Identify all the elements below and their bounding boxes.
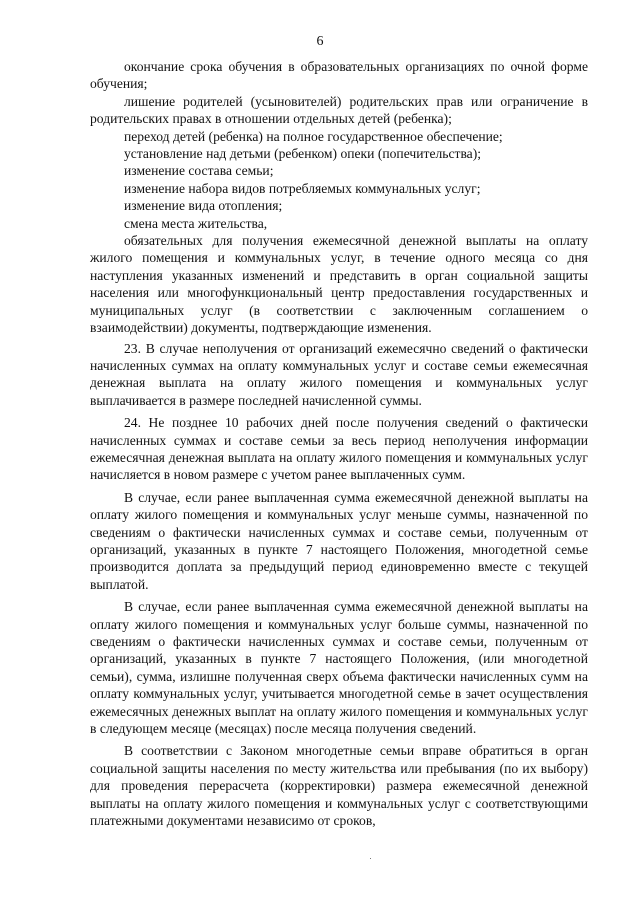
clause-24: 24. Не позднее 10 рабочих дней после получения сведений о фактически начисленных суммах и составе семьи за весь период неполучения информации ежемесячная денежная выплата на оплату жилого помещения и коммунальных услуг начисляется в новом размере с учетом ранее выплаченных сумм. <box>90 415 588 483</box>
list-item: установление над детьми (ребенком) опеки (попечительства); <box>124 146 482 162</box>
scan-speck <box>370 858 371 859</box>
paragraph: В соответствии с Законом многодетные семьи вправе обратиться в орган социальной защиты населения по месту жительства или пребывания (по их выбору) для проведения перерасчета (корректировки) размера ежемесячной денежной выплаты на оплату жилого помещения и коммунальных услуг с соответствующими платежными документами независимо от сроков, <box>90 743 588 829</box>
list-item: изменение вида отопления; <box>124 198 283 214</box>
document-body <box>90 58 588 829</box>
clause-23: 23. В случае неполучения от организаций ежемесячно сведений о фактически начисленных суммах на оплату коммунальных услуг и составе семьи ежемесячная денежная выплата на оплату жилого помещения и коммунальных услуг выплачивается в размере последней начисленной суммы. <box>90 340 588 408</box>
list-item: изменение состава семьи; <box>124 163 274 179</box>
paragraph: окончание срока обучения в образовательных организациях по очной форме обучения; <box>90 59 588 92</box>
paragraph: В случае, если ранее выплаченная сумма ежемесячной денежной выплаты на оплату жилого помещения и коммунальных услуг меньше суммы, назначенной по сведениям о фактически начисленных суммах и составе семьи, полученным от организаций, указанных в пункте 7 настоящего Положения, многодетной семье производится доплата за предыдущий период единовременно вместе с текущей выплатой. <box>90 489 588 592</box>
list-item: смена места жительства, <box>124 215 268 231</box>
list-item: переход детей (ребенка) на полное государственное обеспечение; <box>124 128 503 144</box>
paragraph: обязательных для получения ежемесячной денежной выплаты на оплату жилого помещения и коммунальных услуг, в течение одного месяца со дня наступления указанных изменений и представить в орган социальной защиты населения или многофункциональный центр предоставления государственных и муниципальных услуг (в соответствии с заключенным соглашением о взаимодействии) документы, подтверждающие изменения. <box>90 233 588 336</box>
page-number: 6 <box>316 34 324 49</box>
list-item: изменение набора видов потребляемых коммунальных услуг; <box>124 180 481 196</box>
paragraph: лишение родителей (усыновителей) родительских прав или ограничение в родительских правах в отношении отдельных детей (ребенка); <box>90 93 588 127</box>
paragraph: В случае, если ранее выплаченная сумма ежемесячной денежной выплаты на оплату жилого помещения и коммунальных услуг больше суммы, назначенной по сведениям о фактически начисленных суммах и составе семьи, полученным от организаций, указанных в пункте 7 настоящего Положения, (или многодетной семьи), сумма, излишне полученная сверх объема фактически начисленных сумм на оплату коммунальных услуг, учитывается многодетной семье в зачет осуществления ежемесячных денежных выплат на оплату жилого помещения и коммунальных услуг в следующем месяце (месяцах) после месяца получения сведений. <box>90 599 588 737</box>
